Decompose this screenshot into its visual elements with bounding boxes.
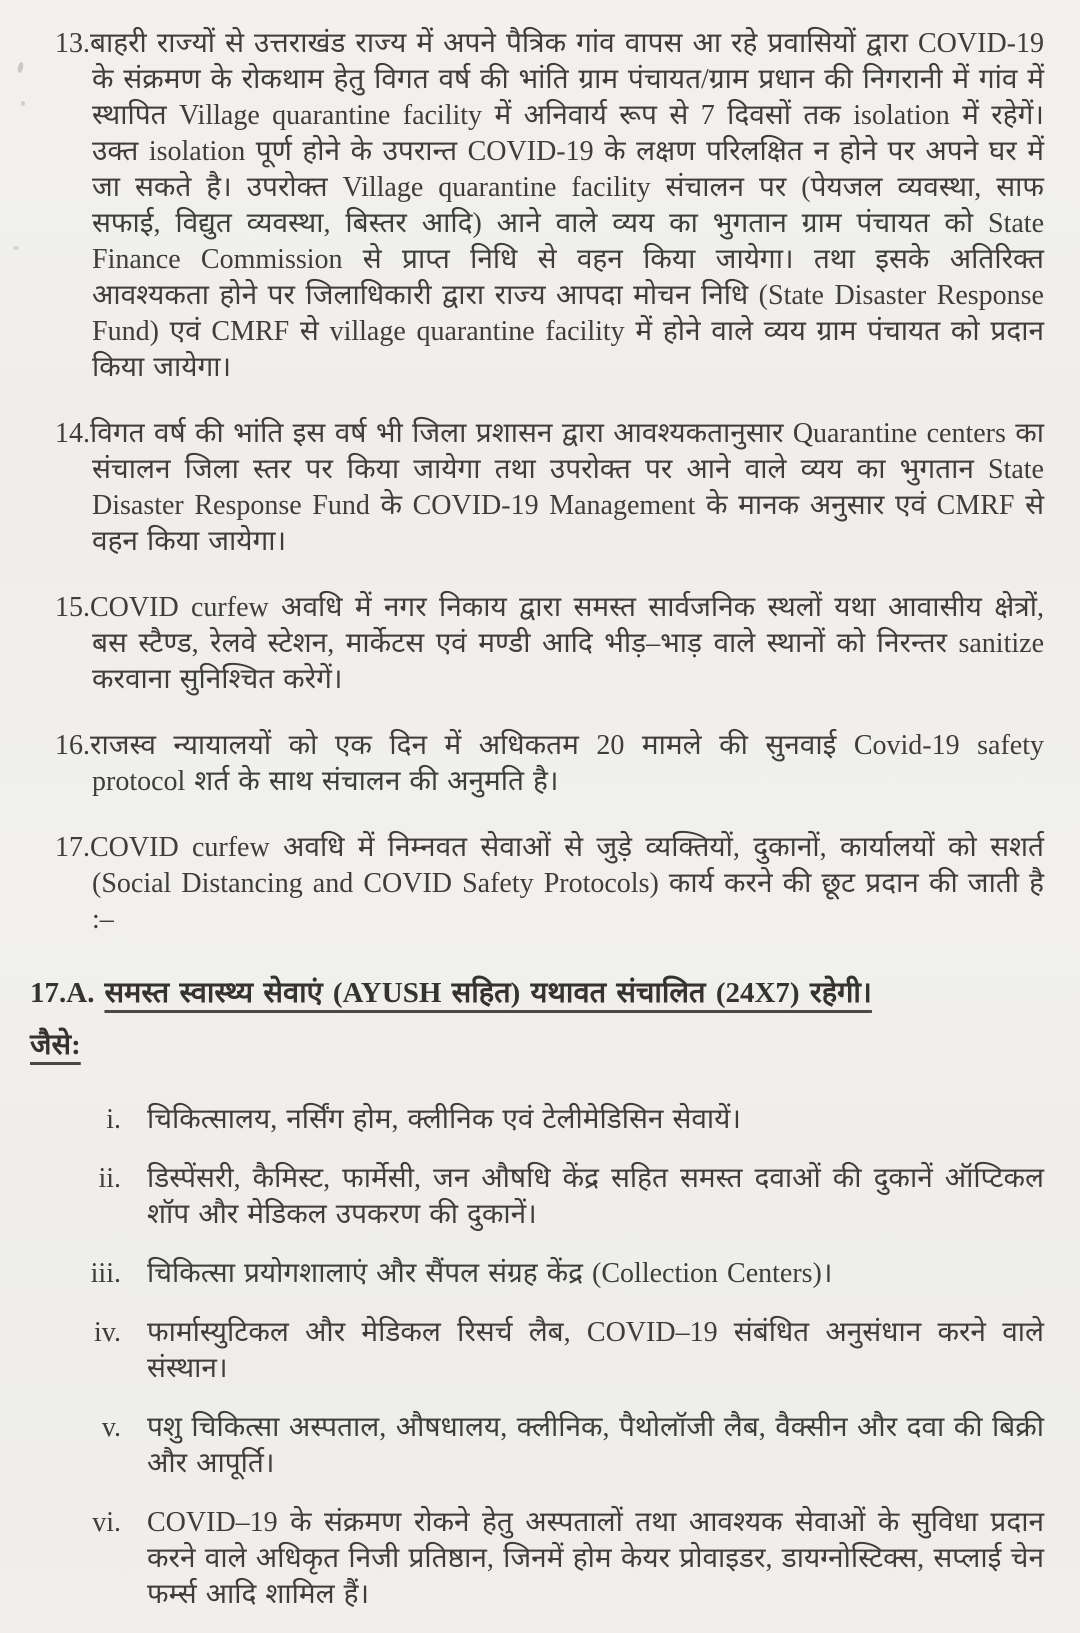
scan-artifact <box>21 101 25 106</box>
list-item-v <box>85 1410 1044 1482</box>
paragraph-text: विगत वर्ष की भांति इस वर्ष भी जिला प्रशासन द्वारा आवश्यकतानुसार Quarantine centers का संचालन जिला स्तर पर किया जायेगा तथा उपरोक्त पर आने वाले व्यय का भुगतान State Disaster Response Fund के COVID-19 Management के मानक अनुसार एवं CMRF से वहन किया जायेगा। <box>90 418 1044 557</box>
list-item-vi <box>85 1505 1044 1613</box>
list-item-marker: iii. <box>90 1258 121 1289</box>
paragraph-number: 14. <box>55 418 90 449</box>
scan-artifact <box>13 246 19 250</box>
paragraph-number: 13. <box>55 28 90 59</box>
list-item-marker: ii. <box>98 1163 121 1194</box>
paragraph-text: COVID curfew अवधि में नगर निकाय द्वारा समस्त सार्वजनिक स्थलों यथा आवासीय क्षेत्रों, बस स्टैण्ड, रेलवे स्टेशन, मार्केटस एवं मण्डी आदि भीड़–भाड़ वाले स्थानों को निरन्तर sanitize करवाना सुनिश्चित करेगें। <box>90 592 1044 695</box>
list-item-text: फार्मास्युटिकल और मेडिकल रिसर्च लैब, COVID–19 संबंधित अनुसंधान करने वाले संस्थान। <box>147 1317 1044 1384</box>
paragraph-text: राजस्व न्यायालयों को एक दिन में अधिकतम 20 मामले की सुनवाई Covid-19 safety protocol शर्त के साथ संचालन की अनुमति है। <box>90 730 1044 797</box>
list-item-marker: v. <box>101 1412 121 1443</box>
list-item-ii <box>85 1161 1044 1233</box>
list-item-text: चिकित्सा प्रयोगशालाएं और सैंपल संग्रह केंद्र (Collection Centers)। <box>147 1258 833 1289</box>
list-item-text: COVID–19 के संक्रमण रोकने हेतु अस्पतालों तथा आवश्यक सेवाओं के सुविधा प्रदान करने वाले अधिकृत निजी प्रतिष्ठान, जिनमें होम केयर प्रोवाइडर, डायग्नोस्टिक्स, सप्लाई चेन फर्म्स आदि शामिल हैं। <box>147 1507 1044 1610</box>
paragraph-15 <box>55 590 1044 698</box>
list-item-text: चिकित्सालय, नर्सिंग होम, क्लीनिक एवं टेलीमेडिसिन सेवायें। <box>147 1104 742 1135</box>
list-item-text: पशु चिकित्सा अस्पताल, औषधालय, क्लीनिक, पैथोलॉजी लैब, वैक्सीन और दवा की बिक्री और आपूर्ति। <box>147 1412 1044 1479</box>
list-item-iii <box>85 1256 1044 1292</box>
section-subtitle <box>30 1020 1044 1070</box>
paragraph-17 <box>55 830 1044 938</box>
list-item-marker: i. <box>106 1104 121 1135</box>
paragraph-number: 15. <box>55 592 90 623</box>
list-item-marker: vi. <box>92 1507 121 1538</box>
paragraph-number: 17. <box>55 832 90 863</box>
list-item-marker: iv. <box>94 1317 121 1348</box>
list-item-i <box>85 1102 1044 1138</box>
section-17a-heading <box>30 968 1044 1018</box>
exemption-list <box>85 1102 1044 1613</box>
section-title: समस्त स्वास्थ्य सेवाएं (AYUSH सहित) यथावत संचालित (24X7) रहेगी। <box>104 977 872 1009</box>
paragraph-13 <box>55 26 1044 386</box>
paragraph-14 <box>55 416 1044 560</box>
section-number: 17.A. <box>30 977 95 1009</box>
list-item-iv <box>85 1315 1044 1387</box>
paragraph-text: COVID curfew अवधि में निम्नवत सेवाओं से जुड़े व्यक्तियों, दुकानों, कार्यालयों को सशर्त (Social Distancing and COVID Safety Protocols) कार्य करने की छूट प्रदान की जाती है :– <box>90 832 1044 935</box>
list-item-text: डिस्पेंसरी, कैमिस्ट, फार्मेसी, जन औषधि केंद्र सहित समस्त दवाओं की दुकानें ऑप्टिकल शॉप और मेडिकल उपकरण की दुकानें। <box>147 1163 1044 1230</box>
section-subtitle-text: जैसे: <box>30 1029 81 1061</box>
paragraph-number: 16. <box>55 730 90 761</box>
paragraph-16 <box>55 728 1044 800</box>
scan-artifact <box>17 62 25 74</box>
paragraph-text: बाहरी राज्यों से उत्तराखंड राज्य में अपने पैत्रिक गांव वापस आ रहे प्रवासियों द्वारा COVID-19 के संक्रमण के रोकथाम हेतु विगत वर्ष की भांति ग्राम पंचायत/ग्राम प्रधान की निगरानी में गांव में स्थापित Village quarantine facility में अनिवार्य रूप से 7 दिवसों तक isolation में रहेगें। उक्त isolation पूर्ण होने के उपरान्त COVID-19 के लक्षण परिलक्षित न होने पर अपने घर में जा सकते है। उपरोक्त Village quarantine facility संचालन पर (पेयजल व्यवस्था, साफ सफाई, विद्युत व्यवस्था, बिस्तर आदि) आने वाले व्यय का भुगतान ग्राम पंचायत को State Finance Commission से प्राप्त निधि से वहन किया जायेगा। तथा इसके अतिरिक्त आवश्यकता होने पर जिलाधिकारी द्वारा राज्य आपदा मोचन निधि (State Disaster Response Fund) एवं CMRF से village quarantine facility में होने वाले व्यय ग्राम पंचायत को प्रदान किया जायेगा। <box>90 28 1045 383</box>
